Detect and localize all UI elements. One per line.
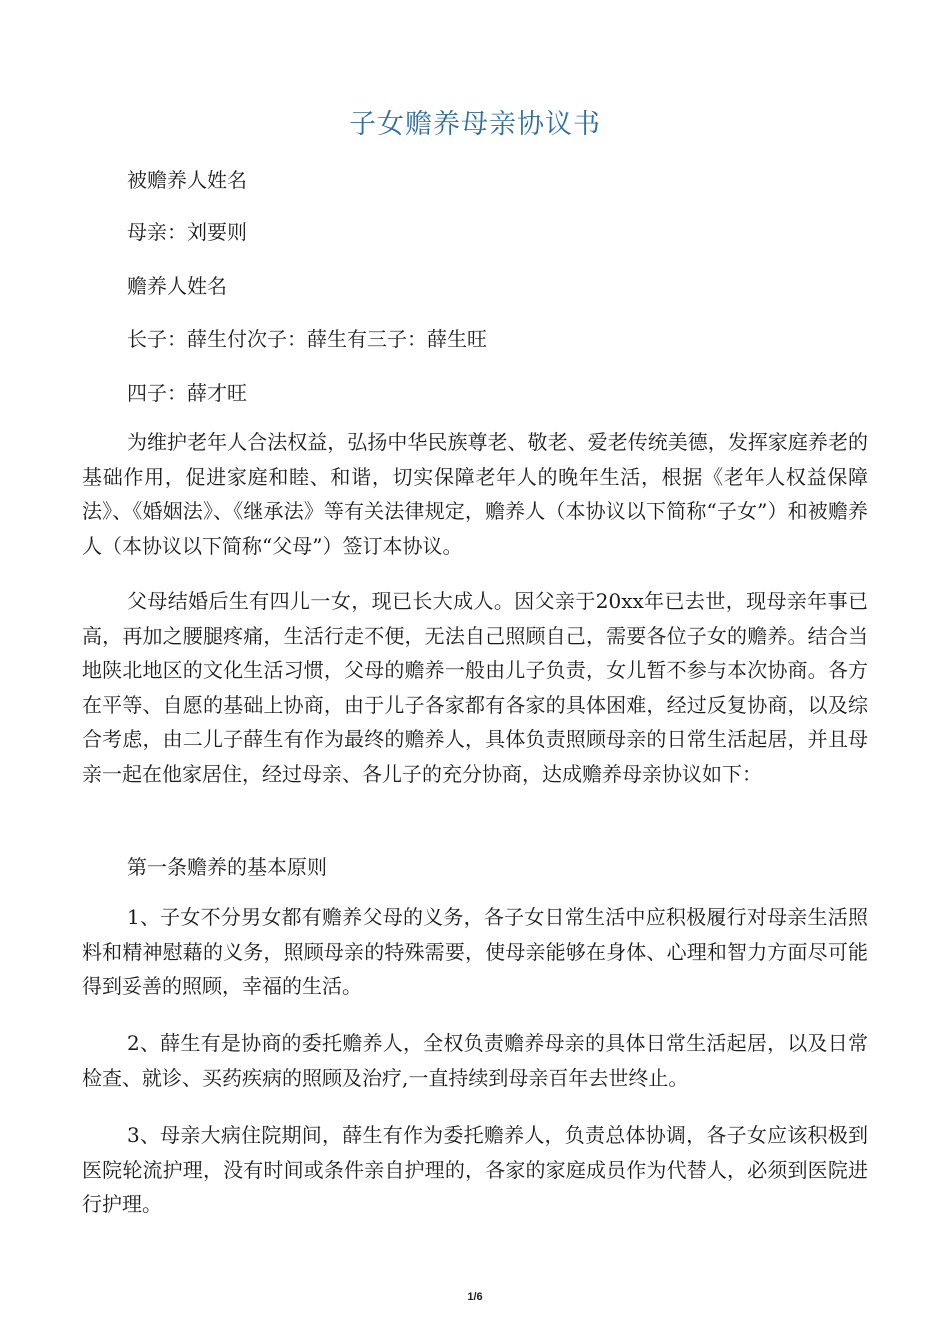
text-line: 四子：薛才旺 <box>127 381 247 405</box>
article-heading: 第一条赡养的基本原则 <box>127 855 327 879</box>
text-line: 长子：薛生付次子：薛生有三子：薛生旺 <box>127 327 487 351</box>
clause-paragraph: 1、子女不分男女都有赡养父母的义务，各子女日常生活中应积极履行对母亲生活照料和精神慰藉的义务，照顾母亲的特殊需要，使母亲能够在身体、心理和智力方面尽可能得到妥善的照顾，幸福的生活。 <box>82 905 868 998</box>
clause-paragraph: 2、薛生有是协商的委托赡养人，全权负责赡养母亲的具体日常生活起居，以及日常检查、就诊、买药疾病的照顾及治疗,一直持续到母亲百年去世终止。 <box>82 1031 868 1090</box>
clause-paragraph: 3、母亲大病住院期间，薛生有作为委托赡养人，负责总体协调，各子女应该积极到医院轮流护理，没有时间或条件亲自护理的，各家的家庭成员作为代替人，必须到医院进行护理。 <box>82 1123 868 1216</box>
text-line: 被赡养人姓名 <box>127 168 247 192</box>
body-paragraph: 父母结婚后生有四儿一女，现已长大成人。因父亲于20xx年已去世，现母亲年事已高，再加之腰腿疼痛，生活行走不便，无法自己照顾自己，需要各位子女的赡养。结合当地陕北地区的文化生活习惯，父母的赡养一般由儿子负责，女儿暂不参与本次协商。各方在平等、自愿的基础上协商，由于儿子各家都有各家的具体困难，经过反复协商，以及综合考虑，由二儿子薛生有作为最终的赡养人，具体负责照顾母亲的日常生活起居，并且母亲一起在他家居住，经过母亲、各儿子的充分协商，达成赡养母亲协议如下： <box>82 589 868 786</box>
text-line: 母亲：刘要则 <box>127 220 247 244</box>
text-line: 赡养人姓名 <box>127 274 227 298</box>
page-number: 1/6 <box>467 1291 483 1303</box>
document-title: 子女赡养母亲协议书 <box>349 109 601 140</box>
body-paragraph: 为维护老年人合法权益，弘扬中华民族尊老、敬老、爱老传统美德，发挥家庭养老的基础作用，促进家庭和睦、和谐，切实保障老年人的晚年生活，根据《老年人权益保障法》、《婚姻法》、《继承法》等有关法律规定，赡养人（本协议以下简称“子女”）和被赡养人（本协议以下简称“父母”）签订本协议。 <box>82 430 868 558</box>
